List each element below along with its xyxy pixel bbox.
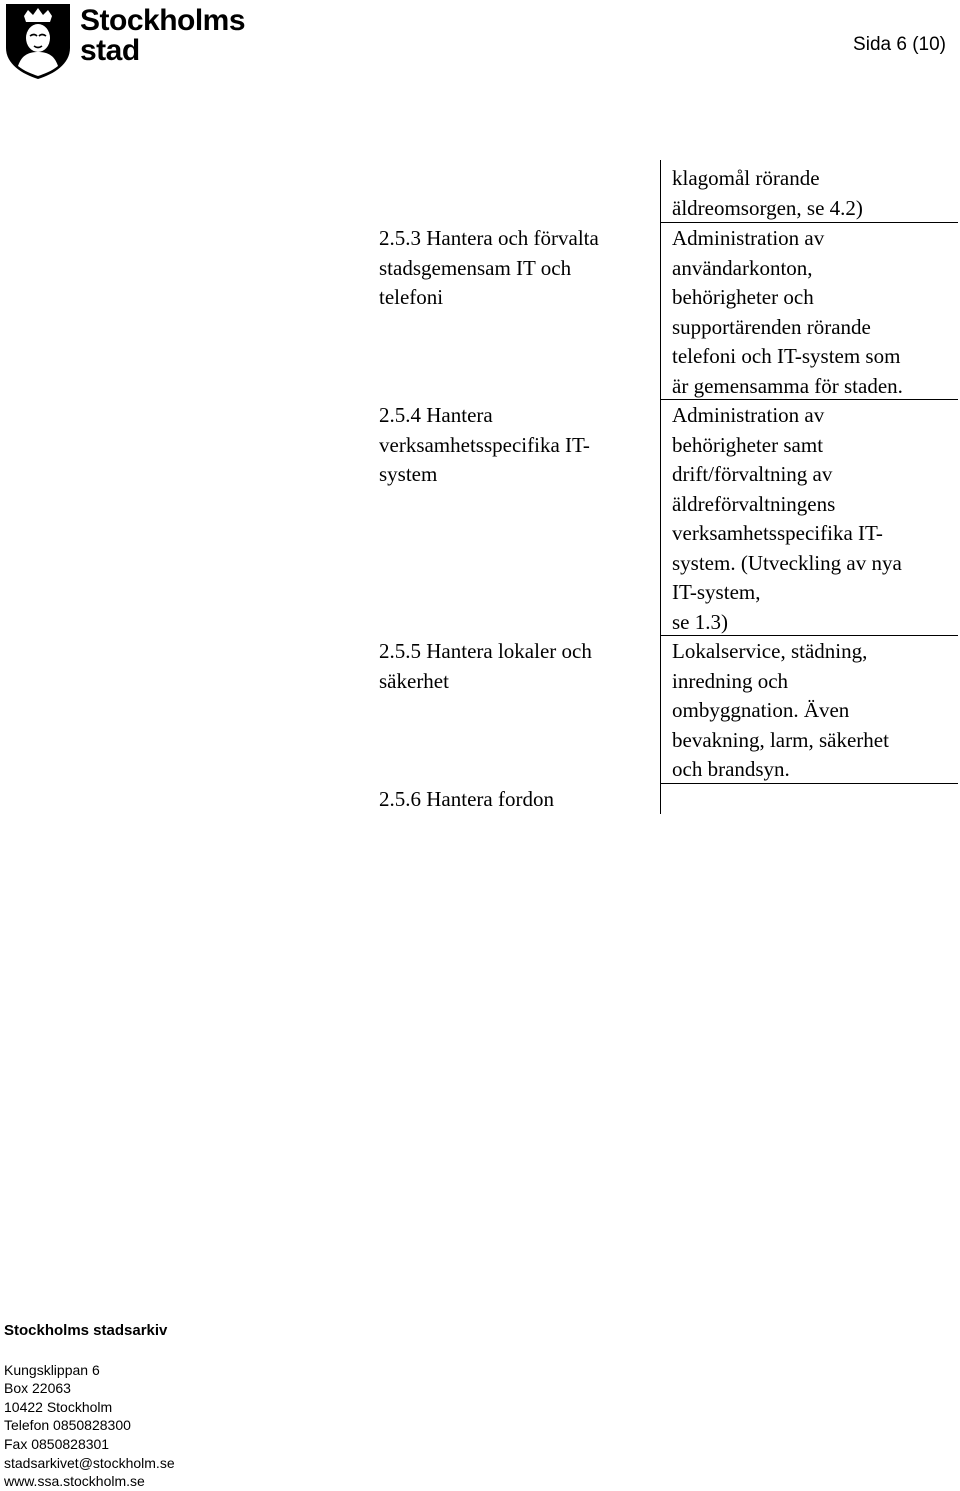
footer-postal: 10422 Stockholm (4, 1398, 113, 1415)
process-2-5-5: 2.5.5 Hantera lokaler och säkerhet (379, 639, 592, 693)
row-divider (660, 399, 958, 400)
carryover-description: klagomål rörande äldreomsorgen, se 4.2) (672, 166, 863, 220)
footer-org-name: Stockholms stadsarkiv (4, 1322, 168, 1339)
description-2-5-4: Administration av behörigheter samt drift/förvaltning av äldreförvaltningens verksamhetsspecifika IT- system. (Utveckling av nya IT-system, se 1.3) (672, 403, 902, 634)
footer-phone: Telefon 0850828300 (4, 1417, 131, 1434)
page-number: Sida 6 (10) (853, 34, 946, 55)
description-2-5-5: Lokalservice, städning, inredning och ombyggnation. Även bevakning, larm, säkerhet och brandsyn. (672, 639, 889, 781)
process-2-5-6: 2.5.6 Hantera fordon (379, 787, 554, 811)
shield-icon (4, 2, 72, 80)
footer (4, 1322, 175, 1491)
process-2-5-3: 2.5.3 Hantera och förvalta stadsgemensam IT och telefoni (379, 226, 599, 309)
logo-line-1: Stockholms (80, 4, 246, 37)
row-divider (660, 783, 958, 784)
description-2-5-3: Administration av användarkonton, behörigheter och supportärenden rörande telefoni och IT-system som är gemensamma för staden. (672, 226, 903, 398)
footer-fax: Fax 0850828301 (4, 1435, 110, 1452)
footer-website[interactable]: www.ssa.stockholm.se (4, 1473, 145, 1490)
footer-box: Box 22063 (4, 1380, 71, 1397)
process-2-5-4: 2.5.4 Hantera verksamhetsspecifika IT- system (379, 403, 590, 486)
footer-address: Kungsklippan 6 (4, 1361, 100, 1378)
footer-email[interactable]: stadsarkivet@stockholm.se (4, 1454, 175, 1471)
row-divider (660, 635, 958, 636)
row-divider (660, 222, 958, 223)
column-divider (660, 160, 661, 814)
stockholm-logo (4, 2, 244, 80)
logo-line-2: stad (80, 34, 140, 67)
